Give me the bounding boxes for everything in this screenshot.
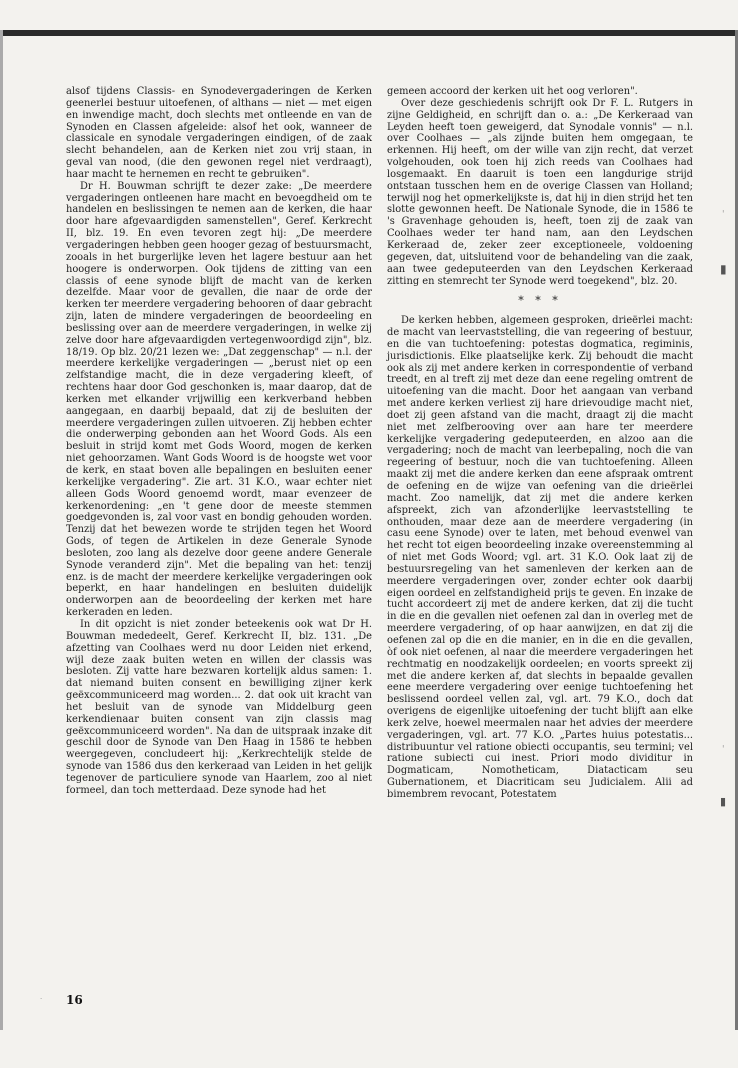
margin-mark-icon: ' — [722, 210, 725, 220]
right-text-column — [387, 86, 693, 801]
margin-mark-icon: ▮ — [720, 795, 727, 808]
paragraph: gemeen accoord der kerken uit het oog verloren". — [387, 86, 638, 97]
page-left-edge — [0, 30, 3, 1030]
paragraph: Over deze geschiedenis schrijft ook Dr F. L. Rutgers in zijne Geldigheid, en schrijft dan o. a.: „De Kerkeraad van Leyden heeft toen geweigerd, dat Synodale vonnis" — n.l. over Coolhaes — „als zijnde buiten hem omgegaan, te erkennen. Hij heeft, om der wille van zijn recht, dat verzet volgehouden, ook toen hij zich reeds van Coolhaes had losgemaakt. En daaruit is toen een langdurige strijd ontstaan tusschen hem en de overige Classen van Holland; terwijl nog het opmerkelijkste is, dat hij in dien strijd het ten slotte gewonnen heeft. De Nationale Synode, die in 1586 te 's Gravenhage gehouden is, heeft, toen zij de zaak van Coolhaes weder ter hand nam, aan den Leydschen Kerkeraad de, zeker zeer exceptioneele, voldoening gegeven, dat, uitsluitend voor de behandeling van die zaak, aan twee gedeputeerden van den Leydschen Kerkeraad zitting en stemrecht ter Synode werd toegekend", blz. 20. — [387, 97, 693, 287]
page-number: 16 — [66, 993, 83, 1007]
paragraph: Dr H. Bouwman schrijft te dezer zake: „De meerdere vergaderingen ontleenen hare macht en bevoegdheid om te handelen en beslissingen te nemen aan de kerken, die haar door hare afgevaardigden samenstellen", Geref. Kerkrecht II, blz. 19. En even tevoren zegt hij: „De meerdere vergaderingen hebben geen hooger gezag of bestuursmacht, zooals in het burgerlijke leven het lagere bestuur aan het hoogere is onderworpen. Ook tijdens de zitting van een classis of eene synode blijft de macht van de kerken dezelfde. Maar voor de gevallen, die naar de orde der kerken ter meerdere vergadering behooren of daar gebracht zijn, laten de mindere vergaderingen de beoordeeling en beslissing over aan de meerdere vergaderingen, in welke zij zelve door hare afgevaardigden vertegenwoordigd zijn", blz. 18/19. Op blz. 20/21 lezen we: „Dat zeggenschap" — n.l. der meerdere kerkelijke vergaderingen — „berust niet op een zelfstandige macht, die in deze vergadering kleeft, of rechtens haar door God geschonken is, maar daarop, dat de kerken met elkander vrijwillig een kerkverband hebben aangegaan, en daarbij bepaald, dat zij de besluiten der meerdere vergaderingen zullen uitvoeren. Zij hebben echter die onderwerping gebonden aan het Woord Gods. Als een besluit in strijd komt met Gods Woord, mogen de kerken niet gehoorzamen. Want Gods Woord is de hoogste wet voor de kerk, en staat boven alle bepalingen en besluiten eener kerkelijke vergadering". Zie art. 31 K.O., waar echter niet alleen Gods Woord genoemd wordt, maar evenzeer de kerkenordening: „en 't gene door de meeste stemmen goedgevonden is, zal voor vast en bondig gehouden worden. Tenzij dat het bewezen worde te strijden tegen het Woord Gods, of tegen de Artikelen in deze Generale Synode besloten, zoo lang als dezelve door geene andere Generale Synode veranderd zijn". Met die bepaling van het: tenzij enz. is de macht der meerdere kerkelijke vergaderingen ook beperkt, en haar handelingen en besluiten duidelijk onderworpen aan de beoordeeling der kerken met hare kerkeraden en leden. — [66, 180, 372, 619]
margin-mark-icon: ▮ — [720, 262, 727, 276]
section-separator: * * * — [518, 294, 562, 308]
paragraph: In dit opzicht is niet zonder beteekenis ook wat Dr H. Bouwman mededeelt, Geref. Kerkrecht II, blz. 131. „De afzetting van Coolhaes werd nu door Leiden niet erkend, wijl deze zaak buiten weten en willen der classis was besloten. Zij vatte hare bezwaren kortelijk aldus samen: 1. dat niemand buiten consent en bewilliging zijner kerk geëxcommuniceerd mag worden... 2. dat ook uit kracht van het besluit van de synode van Middelburg geen kerkendienaar buiten consent van zijn classis mag geëxcommuniceerd worden". Na dan de uitspraak inzake dit geschil door de Synode van Den Haag in 1586 te hebben weergegeven, concludeert hij: „Kerkrechtelijk stelde de synode van 1586 dus den kerkeraad van Leiden in het gelijk tegenover de particuliere synode van Haarlem, zoo al niet formeel, dan toch metterdaad. Deze synode had het — [66, 618, 372, 796]
margin-dot-icon: · — [40, 995, 43, 1003]
paragraph: alsof tijdens Classis- en Synodevergaderingen de Kerken geenerlei bestuur uitoefenen, of althans — niet — met eigen en inwendige macht, doch slechts met ontleende en van de Synoden en Classen afgeleide: alsof het ook, wanneer de classicale en synodale vergaderingen eindigen, of de zaak slecht behandelen, aan de Kerken niet zou vrij staan, in geval van nood, (die den gewonen regel niet verdraagt), haar macht te hernemen en recht te gebruiken". — [66, 86, 372, 180]
left-text-column — [66, 86, 372, 797]
margin-mark-icon: ' — [722, 745, 725, 755]
page-top-border — [0, 30, 738, 36]
paragraph: De kerken hebben, algemeen gesproken, drieërlei macht: de macht van leervaststelling, die van regeering of bestuur, en die van tuchtoefening: potestas dogmatica, regiminis, jurisdictionis. Elke plaatselijke kerk. Zij behoudt die macht ook als zij met andere kerken in correspondentie of verband treedt, en al treft zij met deze dan eene regeling omtrent de uitoefening van die macht. Door het aangaan van verband met andere kerken verliest zij hare drievoudige macht niet, doet zij geen afstand van die macht, draagt zij die macht niet met zelfberooving over aan hare ter meerdere kerkelijke vergadering gedeputeerden, en alzoo aan die vergadering; noch de macht van leerbepaling, noch die van regeering of bestuur, noch die van tuchtoefening. Alleen maakt zij met die andere kerken dan eene afspraak omtrent de oefening en de wijze van oefening van die drieërlei macht. Zoo namelijk, dat zij met die andere kerken afspreekt, zich van afzonderlijke leervaststelling te onthouden, maar deze aan de meerdere vergadering (in casu eene Synode) over te laten, met behoud evenwel van het recht tot eigen beoordeeling inzake overeenstemming al of niet met Gods Woord; vgl. art. 31 K.O. Ook laat zij de bestuursregeling van het samenleven der kerken aan de meerdere vergaderingen over, zonder echter ook daarbij eigen oordeel en zelfstandigheid prijs te geven. En inzake de tucht accordeert zij met de andere kerken, dat zij die tucht in die en die gevallen niet oefenen zal dan in overleg met de meerdere vergadering, of op haar aanwijzen, en dat zij die oefenen zal op die en die manier, en in die en die gevallen, òf ook niet oefenen, al naar die meerdere vergaderingen het rechtmatig en noodzakelijk oordeelen; en voorts spreekt zij met die andere kerken af, dat slechts in bepaalde gevallen eene meerdere vergadering over eenige tuchtoefening het beslissend oordeel vellen zal, vgl. art. 79 K.O., doch dat overigens de eigenlijke uitoefening der tucht blijft aan elke kerk zelve, hoewel meermalen naar het advies der meerdere vergaderingen, vgl. art. 77 K.O. „Partes huius potestatis... distribuuntur vel ratione obiecti occupantis, seu termini; vel ratione subiecti cui inest. Priori modo dividitur in Dogmaticam, Nomotheticam, Diatacticam seu Gubernationem, et Diacriticam seu Judicialem. Alii ad bimembrem revocant, Potestatem — [387, 315, 693, 800]
